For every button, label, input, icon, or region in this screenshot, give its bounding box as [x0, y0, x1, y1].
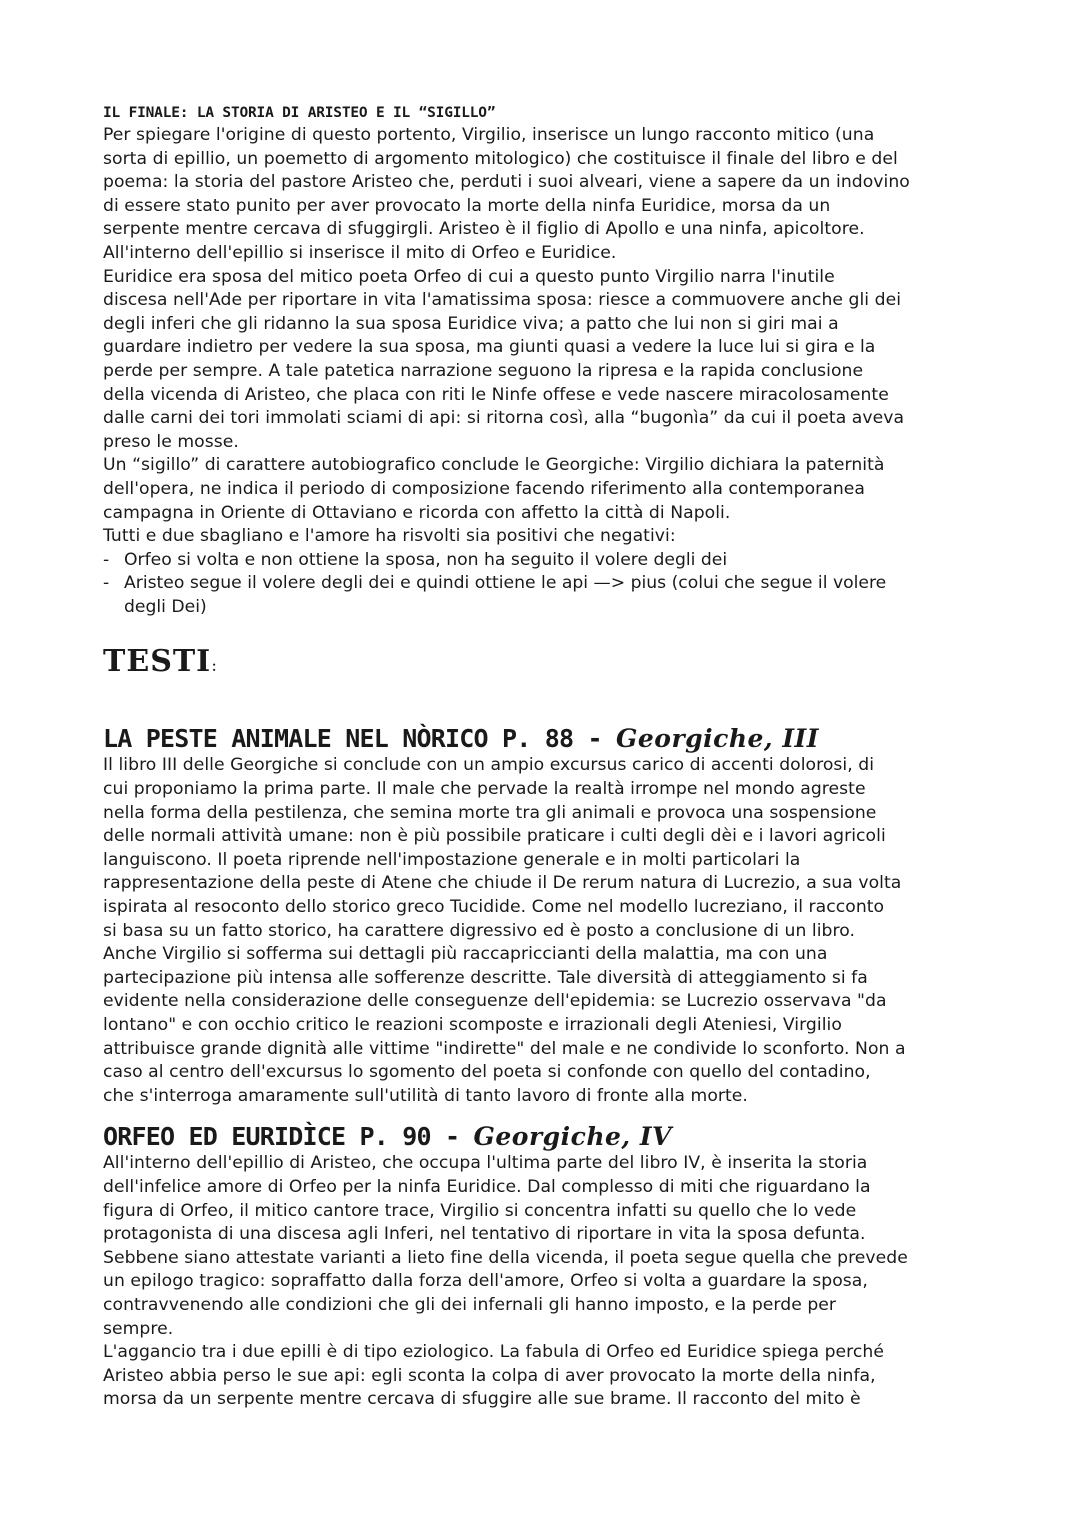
section-heading-orfeo	[103, 1120, 983, 1154]
paragraph-orfeo-1: All'interno dell'epillio di Aristeo, che occupa l'ultima parte del libro IV, è inserita la storia dell'infelice amore di Orfeo per la ninfa Euridice. Dal complesso di miti che riguardano la figura di Orfeo, il mitico cantore trace, Virgilio si concentra infatti su quello che lo vede protagonista di una discesa agli Inferi, nel tentativo di riportare in vita la sposa defunta. Sebbene siano attestate varianti a lieto fine della vicenda, il poeta segue quella che prevede un epilogo tragico: sopraffatto dalla forza dell'amore, Orfeo si volta a guardare la sposa, contravvenendo alle condizioni che gli dei infernali gli hanno imposto, e la perde per sempre.	[103, 1153, 908, 1339]
testi-heading	[103, 642, 983, 686]
section-finale	[103, 103, 983, 619]
bullet-list	[103, 549, 983, 620]
paragraph-finale-1: Per spiegare l'origine di questo portento, Virgilio, inserisce un lungo racconto mitico (una sorta di epillio, un poemetto di argomento mitologico) che costituisce il finale del libro e del poema: la storia del pastore Aristeo che, perduti i suoi alveari, viene a sapere da un indovino di essere stato punito per aver provocato la morte della ninfa Euridice, morsa da un serpente mentre cercava di sfuggirgli. Aristeo è il figlio di Apollo e una ninfa, apicoltore. All'interno dell'epillio si inserisce il mito di Orfeo e Euridice.	[103, 125, 910, 263]
paragraph-orfeo-2: L'aggancio tra i due epilli è di tipo eziologico. La fabula di Orfeo ed Euridice spiega perché Aristeo abbia perso le sue api: egli sconta la colpa di aver provocato la morte della ninfa, morsa da un serpente mentre cercava di sfuggire alle sue brame. Il racconto del mito è	[103, 1342, 884, 1410]
testi-colon: :	[211, 656, 218, 677]
section-heading-finale: IL FINALE: LA STORIA DI ARISTEO E IL “SIGILLO”	[103, 105, 496, 121]
heading-peste-main: LA PESTE ANIMALE NEL NÒRICO P. 88 -	[103, 724, 617, 754]
testi-label: TESTI	[103, 644, 212, 680]
section-heading-peste	[103, 722, 983, 756]
heading-orfeo-work: Georgiche, IV	[473, 1122, 672, 1152]
list-item	[103, 549, 983, 573]
bullet-dash: -	[103, 549, 110, 570]
paragraph-finale-3: Un “sigillo” di carattere autobiografico conclude le Georgiche: Virgilio dichiara la paternità dell'opera, ne indica il periodo di composizione facendo riferimento alla contemporanea campagna in Oriente di Ottaviano e ricorda con affetto la città di Napoli.	[103, 455, 885, 523]
heading-peste-work: Georgiche, III	[616, 724, 819, 754]
section-spacer	[103, 1108, 983, 1120]
document-page	[103, 103, 983, 1412]
paragraph-finale-4: Tutti e due sbagliano e l'amore ha risvolti sia positivi che negativi:	[103, 526, 676, 547]
heading-orfeo-main: ORFEO ED EURIDÌCE P. 90 -	[103, 1122, 474, 1152]
section-peste	[103, 722, 983, 1108]
list-item-text: Aristeo segue il volere degli dei e quindi ottiene le api —> pius (colui che segue il volere degli Dei)	[124, 573, 887, 617]
paragraph-finale-2: Euridice era sposa del mitico poeta Orfeo di cui a questo punto Virgilio narra l'inutile discesa nell'Ade per riportare in vita l'amatissima sposa: riesce a commuovere anche gli dei degli inferi che gli ridanno la sua sposa Euridice viva; a patto che lui non si giri mai a guardare indietro per vedere la sua sposa, ma giunti quasi a vedere la luce lui si gira e la perde per sempre. A tale patetica narrazione seguono la ripresa e la rapida conclusione della vicenda di Aristeo, che placa con riti le Ninfe offese e vede nascere miracolosamente dalle carni dei tori immolati sciami di api: si ritorna così, alla “bugonìa” da cui il poeta aveva preso le mosse.	[103, 266, 905, 452]
bullet-dash: -	[103, 573, 110, 594]
paragraph-peste: Il libro III delle Georgiche si conclude con un ampio excursus carico di accenti dolorosi, di cui proponiamo la prima parte. Il male che pervade la realtà irrompe nel mondo agreste nella forma della pestilenza, che semina morte tra gli animali e provoca una sospensione delle normali attività umane: non è più possibile praticare i culti degli dèi e i lavori agricoli languiscono. Il poeta riprende nell'impostazione generale e in molti particolari la rappresentazione della peste di Atene che chiude il De rerum natura di Lucrezio, a sua volta ispirata al resoconto dello storico greco Tucidide. Come nel modello lucreziano, il racconto si basa su un fatto storico, ha carattere digressivo ed è posto a conclusione di un libro. Anche Virgilio si sofferma sui dettagli più raccapriccianti della malattia, ma con una partecipazione più intensa alle sofferenze descritte. Tale diversità di atteggiamento si fa evidente nella considerazione delle conseguenze dell'epidemia: se Lucrezio osservava "da lontano" e con occhio critico le reazioni scomposte e irrazionali degli Ateniesi, Virgilio attribuisce grande dignità alle vittime "indirette" del male e ne condivide lo sconforto. Non a caso al centro dell'excursus lo sgomento del poeta si confonde con quello del contadino, che s'interroga amaramente sull'utilità di tanto lavoro di fronte alla morte.	[103, 755, 906, 1106]
list-item-text: Orfeo si volta e non ottiene la sposa, non ha seguito il volere degli dei	[124, 549, 728, 570]
section-orfeo	[103, 1120, 983, 1412]
list-item	[103, 572, 983, 619]
